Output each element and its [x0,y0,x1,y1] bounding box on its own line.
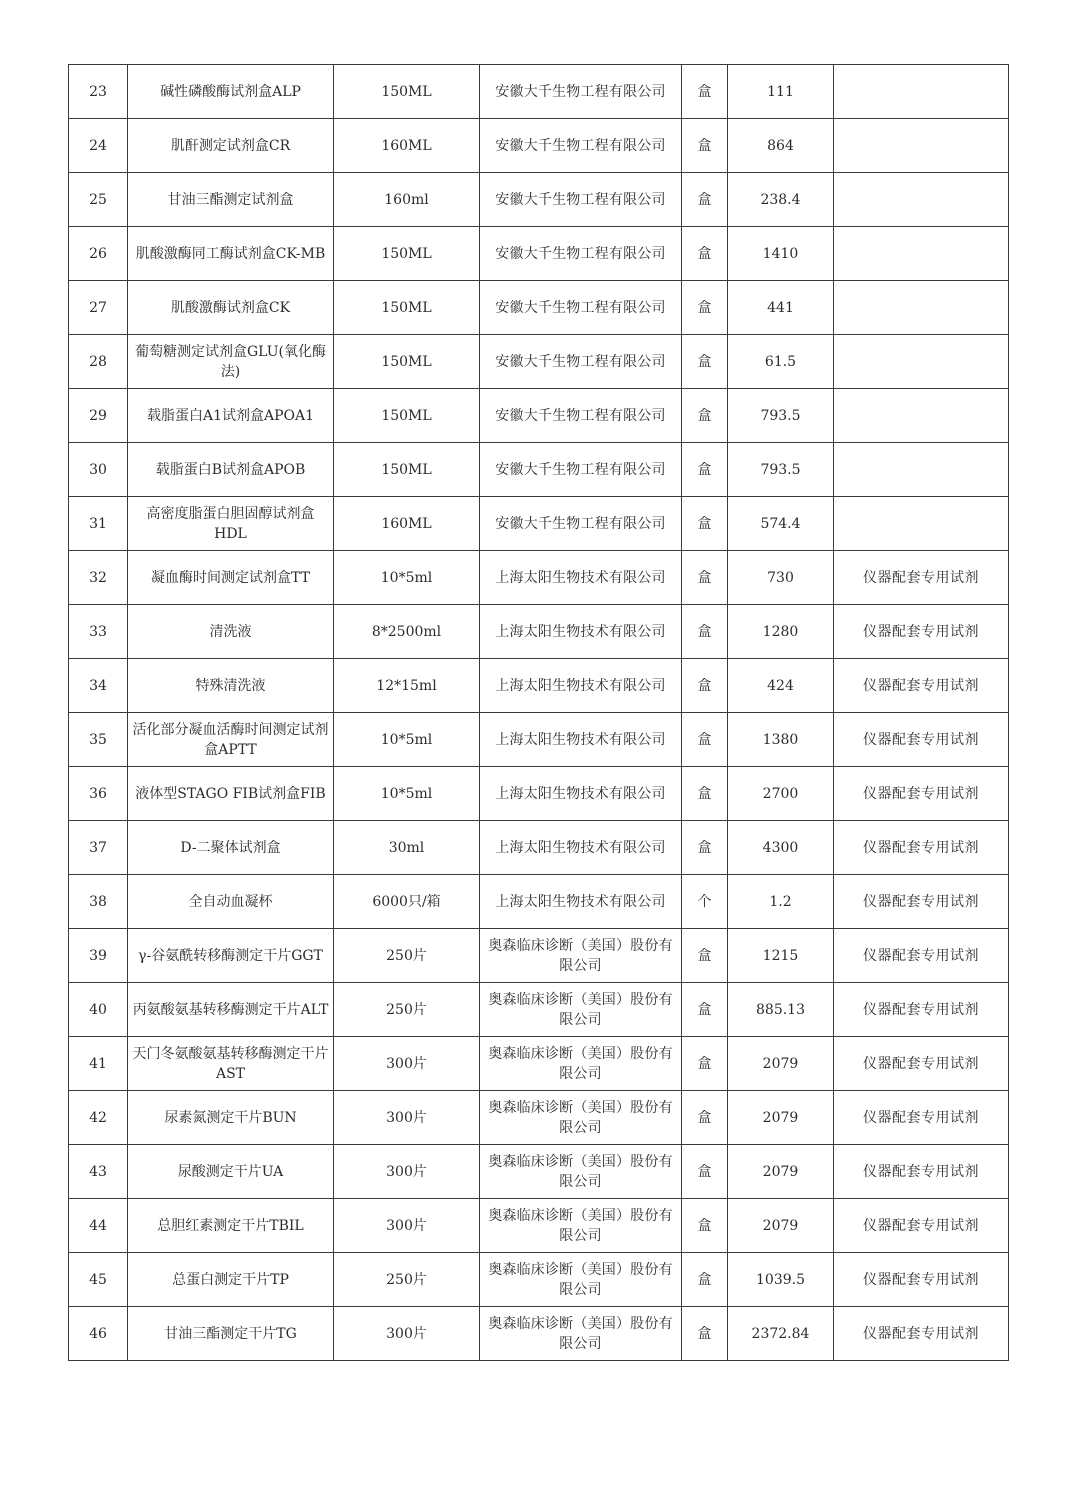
table-row [69,875,1009,929]
product-name-cell: 凝血酶时间测定试剂盒TT [128,551,334,605]
unit-cell: 盒 [682,227,728,281]
item-number-cell: 37 [69,821,128,875]
product-name-cell: 特殊清洗液 [128,659,334,713]
remark-cell: 仪器配套专用试剂 [834,929,1009,983]
specification-cell: 250片 [334,983,480,1037]
remark-cell: 仪器配套专用试剂 [834,983,1009,1037]
remark-cell: 仪器配套专用试剂 [834,1199,1009,1253]
specification-cell: 150ML [334,281,480,335]
product-name-cell: 清洗液 [128,605,334,659]
price-cell: 1.2 [728,875,834,929]
item-number-cell: 38 [69,875,128,929]
price-cell: 61.5 [728,335,834,389]
item-number-cell: 40 [69,983,128,1037]
price-cell: 1410 [728,227,834,281]
unit-cell: 盒 [682,119,728,173]
specification-cell: 300片 [334,1037,480,1091]
product-name-cell: 尿酸测定干片UA [128,1145,334,1199]
reagent-price-table [68,64,1009,1361]
manufacturer-cell: 奥森临床诊断（美国）股份有限公司 [480,983,682,1037]
item-number-cell: 36 [69,767,128,821]
price-cell: 885.13 [728,983,834,1037]
specification-cell: 10*5ml [334,713,480,767]
unit-cell: 盒 [682,1253,728,1307]
manufacturer-cell: 安徽大千生物工程有限公司 [480,335,682,389]
specification-cell: 160ml [334,173,480,227]
unit-cell: 盒 [682,605,728,659]
manufacturer-cell: 奥森临床诊断（美国）股份有限公司 [480,1199,682,1253]
table-row [69,1199,1009,1253]
remark-cell [834,443,1009,497]
product-name-cell: D-二聚体试剂盒 [128,821,334,875]
specification-cell: 300片 [334,1091,480,1145]
table-row [69,1307,1009,1361]
manufacturer-cell: 上海太阳生物技术有限公司 [480,821,682,875]
remark-cell [834,119,1009,173]
table-row [69,1091,1009,1145]
table-row [69,227,1009,281]
table-row [69,929,1009,983]
specification-cell: 12*15ml [334,659,480,713]
manufacturer-cell: 安徽大千生物工程有限公司 [480,389,682,443]
manufacturer-cell: 安徽大千生物工程有限公司 [480,119,682,173]
unit-cell: 盒 [682,821,728,875]
remark-cell [834,173,1009,227]
table-row [69,821,1009,875]
unit-cell: 盒 [682,173,728,227]
product-name-cell: 全自动血凝杯 [128,875,334,929]
item-number-cell: 33 [69,605,128,659]
table-row [69,65,1009,119]
price-cell: 111 [728,65,834,119]
manufacturer-cell: 上海太阳生物技术有限公司 [480,767,682,821]
remark-cell: 仪器配套专用试剂 [834,767,1009,821]
table-row [69,281,1009,335]
product-name-cell: 葡萄糖测定试剂盒GLU(氧化酶法) [128,335,334,389]
price-cell: 793.5 [728,443,834,497]
remark-cell [834,227,1009,281]
table-row [69,659,1009,713]
specification-cell: 250片 [334,1253,480,1307]
unit-cell: 盒 [682,1199,728,1253]
remark-cell: 仪器配套专用试剂 [834,713,1009,767]
remark-cell: 仪器配套专用试剂 [834,821,1009,875]
remark-cell: 仪器配套专用试剂 [834,605,1009,659]
manufacturer-cell: 奥森临床诊断（美国）股份有限公司 [480,1091,682,1145]
remark-cell: 仪器配套专用试剂 [834,1307,1009,1361]
table-row [69,983,1009,1037]
remark-cell [834,335,1009,389]
item-number-cell: 44 [69,1199,128,1253]
manufacturer-cell: 上海太阳生物技术有限公司 [480,875,682,929]
item-number-cell: 34 [69,659,128,713]
unit-cell: 盒 [682,1037,728,1091]
price-cell: 1280 [728,605,834,659]
price-cell: 1039.5 [728,1253,834,1307]
product-name-cell: 载脂蛋白A1试剂盒APOA1 [128,389,334,443]
table-row [69,335,1009,389]
price-cell: 574.4 [728,497,834,551]
product-name-cell: 载脂蛋白B试剂盒APOB [128,443,334,497]
product-name-cell: 甘油三酯测定干片TG [128,1307,334,1361]
price-cell: 2079 [728,1145,834,1199]
price-cell: 2079 [728,1091,834,1145]
specification-cell: 6000只/箱 [334,875,480,929]
item-number-cell: 26 [69,227,128,281]
unit-cell: 个 [682,875,728,929]
manufacturer-cell: 安徽大千生物工程有限公司 [480,65,682,119]
specification-cell: 300片 [334,1307,480,1361]
item-number-cell: 35 [69,713,128,767]
specification-cell: 250片 [334,929,480,983]
unit-cell: 盒 [682,335,728,389]
table-row [69,119,1009,173]
product-name-cell: 碱性磷酸酶试剂盒ALP [128,65,334,119]
unit-cell: 盒 [682,659,728,713]
unit-cell: 盒 [682,551,728,605]
table-row [69,551,1009,605]
table-row [69,173,1009,227]
product-name-cell: 甘油三酯测定试剂盒 [128,173,334,227]
manufacturer-cell: 上海太阳生物技术有限公司 [480,713,682,767]
item-number-cell: 28 [69,335,128,389]
manufacturer-cell: 安徽大千生物工程有限公司 [480,227,682,281]
specification-cell: 300片 [334,1199,480,1253]
price-cell: 1215 [728,929,834,983]
price-cell: 4300 [728,821,834,875]
remark-cell [834,281,1009,335]
remark-cell [834,65,1009,119]
remark-cell: 仪器配套专用试剂 [834,1145,1009,1199]
remark-cell: 仪器配套专用试剂 [834,1037,1009,1091]
specification-cell: 8*2500ml [334,605,480,659]
manufacturer-cell: 奥森临床诊断（美国）股份有限公司 [480,1253,682,1307]
unit-cell: 盒 [682,497,728,551]
manufacturer-cell: 安徽大千生物工程有限公司 [480,281,682,335]
item-number-cell: 45 [69,1253,128,1307]
unit-cell: 盒 [682,767,728,821]
product-name-cell: 总蛋白测定干片TP [128,1253,334,1307]
table-body [69,65,1009,1361]
item-number-cell: 31 [69,497,128,551]
product-name-cell: 活化部分凝血活酶时间测定试剂盒APTT [128,713,334,767]
manufacturer-cell: 上海太阳生物技术有限公司 [480,605,682,659]
unit-cell: 盒 [682,281,728,335]
specification-cell: 160ML [334,497,480,551]
table-row [69,389,1009,443]
product-name-cell: 液体型STAGO FIB试剂盒FIB [128,767,334,821]
manufacturer-cell: 安徽大千生物工程有限公司 [480,497,682,551]
item-number-cell: 46 [69,1307,128,1361]
item-number-cell: 27 [69,281,128,335]
item-number-cell: 24 [69,119,128,173]
table-row [69,443,1009,497]
manufacturer-cell: 上海太阳生物技术有限公司 [480,551,682,605]
item-number-cell: 41 [69,1037,128,1091]
specification-cell: 10*5ml [334,551,480,605]
price-cell: 2079 [728,1199,834,1253]
price-cell: 424 [728,659,834,713]
item-number-cell: 25 [69,173,128,227]
table-row [69,497,1009,551]
remark-cell: 仪器配套专用试剂 [834,875,1009,929]
specification-cell: 150ML [334,65,480,119]
remark-cell: 仪器配套专用试剂 [834,659,1009,713]
remark-cell: 仪器配套专用试剂 [834,1091,1009,1145]
product-name-cell: 肌酸激酶试剂盒CK [128,281,334,335]
remark-cell [834,389,1009,443]
product-name-cell: 丙氨酸氨基转移酶测定干片ALT [128,983,334,1037]
product-name-cell: 尿素氮测定干片BUN [128,1091,334,1145]
product-name-cell: 高密度脂蛋白胆固醇试剂盒HDL [128,497,334,551]
manufacturer-cell: 奥森临床诊断（美国）股份有限公司 [480,929,682,983]
price-cell: 2700 [728,767,834,821]
specification-cell: 150ML [334,443,480,497]
price-cell: 730 [728,551,834,605]
product-name-cell: 天门冬氨酸氨基转移酶测定干片AST [128,1037,334,1091]
unit-cell: 盒 [682,389,728,443]
table-row [69,1037,1009,1091]
item-number-cell: 39 [69,929,128,983]
price-cell: 793.5 [728,389,834,443]
manufacturer-cell: 安徽大千生物工程有限公司 [480,173,682,227]
unit-cell: 盒 [682,713,728,767]
price-cell: 864 [728,119,834,173]
item-number-cell: 30 [69,443,128,497]
price-cell: 2372.84 [728,1307,834,1361]
price-cell: 1380 [728,713,834,767]
unit-cell: 盒 [682,65,728,119]
unit-cell: 盒 [682,1145,728,1199]
product-name-cell: 肌酸激酶同工酶试剂盒CK-MB [128,227,334,281]
product-name-cell: γ-谷氨酰转移酶测定干片GGT [128,929,334,983]
unit-cell: 盒 [682,1307,728,1361]
manufacturer-cell: 奥森临床诊断（美国）股份有限公司 [480,1307,682,1361]
price-cell: 238.4 [728,173,834,227]
table-row [69,1253,1009,1307]
manufacturer-cell: 安徽大千生物工程有限公司 [480,443,682,497]
product-name-cell: 总胆红素测定干片TBIL [128,1199,334,1253]
product-name-cell: 肌酐测定试剂盒CR [128,119,334,173]
unit-cell: 盒 [682,443,728,497]
specification-cell: 150ML [334,227,480,281]
item-number-cell: 32 [69,551,128,605]
manufacturer-cell: 上海太阳生物技术有限公司 [480,659,682,713]
manufacturer-cell: 奥森临床诊断（美国）股份有限公司 [480,1145,682,1199]
unit-cell: 盒 [682,983,728,1037]
specification-cell: 150ML [334,335,480,389]
manufacturer-cell: 奥森临床诊断（美国）股份有限公司 [480,1037,682,1091]
remark-cell: 仪器配套专用试剂 [834,551,1009,605]
table-row [69,767,1009,821]
remark-cell: 仪器配套专用试剂 [834,1253,1009,1307]
item-number-cell: 42 [69,1091,128,1145]
remark-cell [834,497,1009,551]
price-cell: 2079 [728,1037,834,1091]
item-number-cell: 43 [69,1145,128,1199]
specification-cell: 150ML [334,389,480,443]
item-number-cell: 29 [69,389,128,443]
table-row [69,1145,1009,1199]
table-row [69,605,1009,659]
price-cell: 441 [728,281,834,335]
table-row [69,713,1009,767]
specification-cell: 10*5ml [334,767,480,821]
specification-cell: 160ML [334,119,480,173]
specification-cell: 30ml [334,821,480,875]
item-number-cell: 23 [69,65,128,119]
specification-cell: 300片 [334,1145,480,1199]
unit-cell: 盒 [682,1091,728,1145]
unit-cell: 盒 [682,929,728,983]
